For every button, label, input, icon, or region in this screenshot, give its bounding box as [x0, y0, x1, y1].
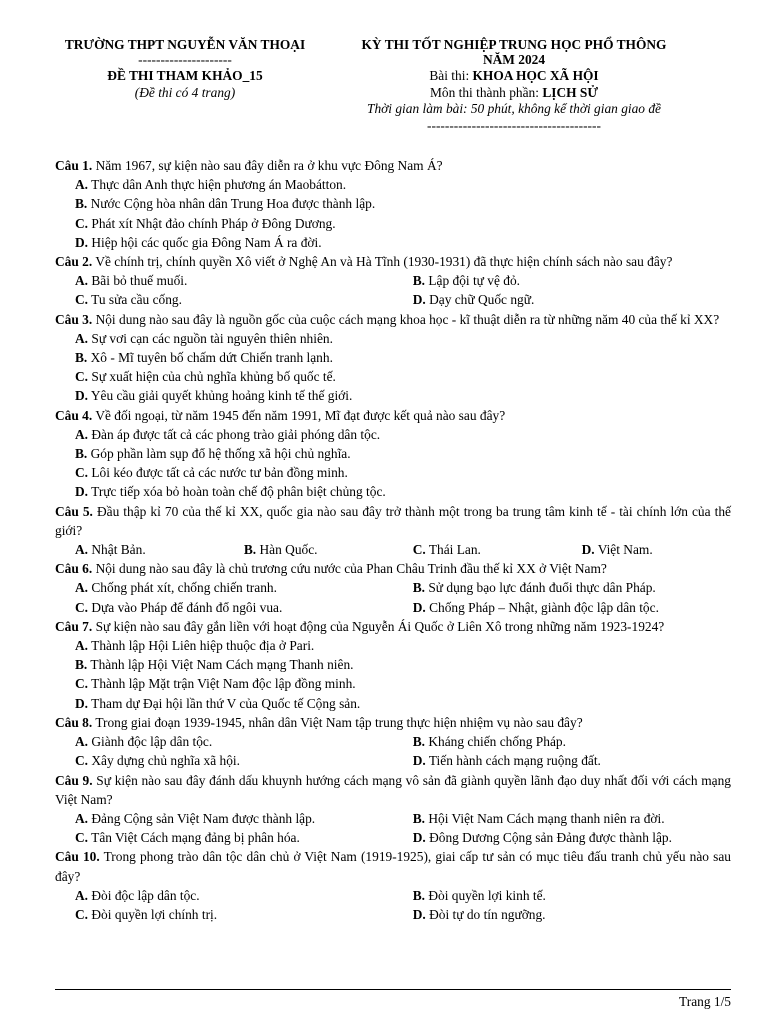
option-label: D.	[412, 292, 426, 308]
option-label: A.	[75, 542, 89, 558]
question-text: Trong giai đoạn 1939-1945, nhân dân Việt Nam tập trung thực hiện nhiệm vụ nào sau đây?	[92, 714, 583, 730]
answer-option	[413, 598, 731, 617]
option-label: B.	[412, 273, 425, 289]
answer-option	[75, 598, 413, 617]
answer-option	[413, 809, 731, 828]
option-label: B.	[412, 580, 425, 596]
option-label: A.	[75, 177, 89, 193]
option-label: D.	[412, 906, 426, 922]
option-row	[55, 482, 731, 501]
answer-option	[75, 674, 731, 693]
answer-option	[75, 444, 731, 463]
exam-year: NĂM 2024	[482, 51, 546, 67]
answer-option	[413, 905, 731, 924]
component-line	[334, 86, 694, 101]
question-stem	[55, 406, 731, 425]
question-number: Câu 2.	[55, 254, 93, 270]
page-count-note: (Đề thi có 4 trang)	[134, 84, 236, 100]
option-text: Sự vơi cạn các nguồn tài nguyên thiên nhiên.	[88, 330, 333, 346]
answer-option	[244, 540, 413, 559]
question-stem	[55, 771, 731, 809]
footer-divider	[55, 989, 731, 990]
question-stem	[55, 617, 731, 636]
option-row	[55, 386, 731, 405]
question-text: Sự kiện nào sau đây đánh dấu khuynh hướng cách mạng vô sản đã giành quyền lãnh đạo duy nhất đối với cách mạng Việt Nam?	[55, 772, 731, 807]
option-label: C.	[75, 753, 89, 769]
question-stem	[55, 252, 731, 271]
option-text: Bãi bỏ thuế muối.	[88, 273, 188, 289]
question-block	[55, 310, 731, 406]
option-label: D.	[75, 388, 89, 404]
option-text: Chống Pháp – Nhật, giành độc lập dân tộc.	[425, 599, 659, 615]
option-row	[55, 674, 731, 693]
answer-option	[75, 905, 413, 924]
question-text: Sự kiện nào sau đây gắn liền với hoạt động của Nguyễn Ái Quốc ở Liên Xô trong những năm 1923-1924?	[92, 618, 665, 634]
answer-option	[75, 175, 731, 194]
answer-option	[75, 886, 413, 905]
question-number: Câu 8.	[55, 714, 93, 730]
answer-option	[75, 655, 731, 674]
option-label: D.	[412, 753, 426, 769]
option-row	[55, 194, 731, 213]
question-text: Nội dung nào sau đây là chủ trương cứu nước của Phan Châu Trinh đầu thế kỉ XX ở Việt Nam?	[92, 561, 607, 577]
question-number: Câu 10.	[55, 849, 100, 865]
option-text: Trực tiếp xóa bỏ hoàn toàn chế độ phân biệt chủng tộc.	[88, 484, 386, 500]
question-number: Câu 4.	[55, 407, 93, 423]
option-text: Dựa vào Pháp để đánh đổ ngôi vua.	[88, 599, 283, 615]
option-label: B.	[243, 542, 257, 558]
question-number: Câu 5.	[55, 503, 93, 519]
option-text: Thành lập Mặt trận Việt Nam độc lập đồng minh.	[88, 676, 356, 692]
option-row	[55, 905, 731, 924]
option-text: Đòi quyền lợi kinh tế.	[424, 887, 546, 903]
option-row	[55, 732, 731, 751]
option-text: Chống phát xít, chống chiến tranh.	[88, 580, 277, 596]
option-text: Tân Việt Cách mạng đảng bị phân hóa.	[88, 830, 300, 846]
header-left-divider: ---------------------	[138, 51, 232, 67]
option-row	[55, 694, 731, 713]
time-note: Thời gian làm bài: 50 phút, không kể thời gian giao đề	[367, 101, 661, 116]
option-text: Đòi quyền lợi chính trị.	[88, 906, 218, 922]
option-text: Kháng chiến chống Pháp.	[424, 734, 566, 750]
option-row	[55, 751, 731, 770]
option-label: A.	[75, 734, 89, 750]
question-block	[55, 252, 731, 310]
answer-option	[75, 809, 413, 828]
answer-option	[75, 271, 413, 290]
option-label: A.	[75, 887, 89, 903]
question-stem	[55, 847, 731, 885]
answer-option	[75, 578, 413, 597]
question-block	[55, 406, 731, 502]
option-row	[55, 886, 731, 905]
question-text: Về chính trị, chính quyền Xô viết ở Nghệ An và Hà Tĩnh (1930-1931) đã thực hiện chính sách nào sau đây?	[92, 254, 673, 270]
option-label: B.	[75, 446, 88, 462]
option-label: D.	[412, 830, 426, 846]
option-text: Tiến hành cách mạng ruộng đất.	[425, 753, 601, 769]
answer-option	[75, 386, 731, 405]
option-text: Xây dựng chủ nghĩa xã hội.	[88, 753, 240, 769]
option-label: D.	[581, 542, 595, 558]
option-text: Hội Việt Nam Cách mạng thanh niên ra đời.	[424, 810, 665, 826]
option-label: A.	[75, 330, 89, 346]
option-label: A.	[75, 580, 89, 596]
question-stem	[55, 310, 731, 329]
option-text: Đảng Cộng sản Việt Nam được thành lập.	[88, 810, 316, 826]
option-row	[55, 828, 731, 847]
option-row	[55, 271, 731, 290]
answer-option	[75, 329, 731, 348]
option-text: Lôi kéo được tất cả các nước tư bản đồng minh.	[88, 465, 348, 481]
option-row	[55, 329, 731, 348]
option-text: Đàn áp được tất cả các phong trào giải phóng dân tộc.	[88, 426, 381, 442]
option-label: D.	[75, 234, 89, 250]
option-label: B.	[75, 350, 88, 366]
question-block	[55, 559, 731, 617]
answer-option	[413, 540, 582, 559]
option-row	[55, 425, 731, 444]
question-stem	[55, 559, 731, 578]
option-text: Tu sửa cầu cống.	[88, 292, 182, 308]
option-label: A.	[75, 810, 89, 826]
option-text: Sử dụng bạo lực đánh đuổi thực dân Pháp.	[424, 580, 656, 596]
option-text: Đông Dương Cộng sản Đảng được thành lập.	[425, 830, 672, 846]
header-left	[40, 38, 330, 100]
option-text: Đòi độc lập dân tộc.	[88, 887, 200, 903]
option-text: Hiệp hội các quốc gia Đông Nam Á ra đời.	[88, 234, 322, 250]
option-row	[55, 175, 731, 194]
option-row	[55, 598, 731, 617]
option-text: Thái Lan.	[425, 542, 481, 558]
option-text: Thực dân Anh thực hiện phương án Maobátton.	[88, 177, 347, 193]
option-label: C.	[75, 215, 89, 231]
option-text: Việt Nam.	[594, 542, 653, 558]
option-text: Xô - Mĩ tuyên bố chấm dứt Chiến tranh lạnh.	[87, 350, 333, 366]
answer-option	[75, 482, 731, 501]
exam-name: KỲ THI TỐT NGHIỆP TRUNG HỌC PHỔ THÔNG	[361, 37, 667, 52]
question-block	[55, 502, 731, 560]
answer-option	[75, 540, 244, 559]
question-stem	[55, 713, 731, 732]
option-label: C.	[412, 542, 426, 558]
option-label: B.	[412, 810, 425, 826]
question-stem	[55, 502, 731, 540]
option-text: Yêu cầu giải quyết khủng hoảng kinh tế thế giới.	[88, 388, 353, 404]
question-text: Trong phong trào dân tộc dân chủ ở Việt Nam (1919-1925), giai cấp tư sản có mục tiêu đấu tranh chủ yếu nào sau đây?	[55, 849, 731, 884]
question-block	[55, 156, 731, 252]
option-label: C.	[75, 465, 89, 481]
question-number: Câu 3.	[55, 311, 93, 327]
question-text: Năm 1967, sự kiện nào sau đây diễn ra ở khu vực Đông Nam Á?	[92, 158, 443, 173]
option-row	[55, 214, 731, 233]
option-row	[55, 233, 731, 252]
answer-option	[75, 828, 413, 847]
option-row	[55, 540, 731, 559]
question-list	[55, 156, 731, 924]
option-label: C.	[75, 369, 89, 385]
option-row	[55, 655, 731, 674]
option-text: Nước Cộng hòa nhân dân Trung Hoa được thành lập.	[87, 196, 376, 212]
option-text: Góp phần làm sụp đổ hệ thống xã hội chủ nghĩa.	[87, 446, 351, 462]
answer-option	[75, 214, 731, 233]
question-text: Đầu thập kỉ 70 của thế kỉ XX, quốc gia nào sau đây trở thành một trong ba trung tâm kinh tế - tài chính lớn của thế giới?	[55, 503, 731, 538]
option-row	[55, 348, 731, 367]
answer-option	[75, 367, 731, 386]
option-row	[55, 578, 731, 597]
exam-title: ĐỀ THI THAM KHẢO_15	[107, 68, 263, 83]
subject-prefix: Bài thi:	[429, 68, 473, 83]
option-row	[55, 463, 731, 482]
question-number: Câu 7.	[55, 618, 93, 634]
question-text: Về đối ngoại, từ năm 1945 đến năm 1991, Mĩ đạt được kết quả nào sau đây?	[92, 407, 506, 423]
option-label: C.	[75, 676, 89, 692]
question-stem	[55, 156, 731, 175]
answer-option	[75, 694, 731, 713]
answer-option	[413, 578, 731, 597]
answer-option	[413, 886, 731, 905]
answer-option	[75, 290, 413, 309]
answer-option	[75, 425, 731, 444]
option-text: Hàn Quốc.	[256, 542, 318, 558]
option-label: A.	[75, 638, 89, 654]
option-label: B.	[412, 887, 425, 903]
option-text: Đòi tự do tín ngưỡng.	[425, 906, 546, 922]
question-number: Câu 6.	[55, 561, 93, 577]
header-right	[334, 38, 694, 133]
option-label: C.	[75, 599, 89, 615]
component-prefix: Môn thi thành phần:	[429, 84, 543, 100]
option-text: Giành độc lập dân tộc.	[88, 734, 213, 750]
option-text: Thành lập Hội Liên hiệp thuộc địa ở Pari.	[88, 638, 315, 654]
question-block	[55, 713, 731, 771]
option-label: C.	[75, 830, 89, 846]
question-number: Câu 9.	[55, 772, 93, 788]
option-text: Lập đội tự vệ đỏ.	[424, 273, 521, 289]
option-text: Sự xuất hiện của chủ nghĩa khủng bố quốc tế.	[88, 369, 336, 385]
option-text: Thành lập Hội Việt Nam Cách mạng Thanh niên.	[87, 657, 354, 673]
option-label: C.	[75, 292, 89, 308]
question-block	[55, 771, 731, 848]
option-label: B.	[75, 196, 88, 212]
option-label: D.	[75, 484, 89, 500]
header-right-divider: ---------------------------------------	[427, 117, 601, 133]
option-label: A.	[75, 273, 89, 289]
option-row	[55, 636, 731, 655]
question-number: Câu 1.	[55, 158, 93, 173]
subject-line	[334, 69, 694, 84]
answer-option	[413, 828, 731, 847]
answer-option	[413, 271, 731, 290]
answer-option	[75, 751, 413, 770]
answer-option	[75, 233, 731, 252]
option-row	[55, 290, 731, 309]
answer-option	[413, 751, 731, 770]
answer-option	[75, 194, 731, 213]
option-text: Dạy chữ Quốc ngữ.	[425, 292, 535, 308]
subject-name: KHOA HỌC XÃ HỘI	[472, 68, 599, 83]
answer-option	[413, 290, 731, 309]
answer-option	[413, 732, 731, 751]
option-label: B.	[75, 657, 88, 673]
option-text: Phát xít Nhật đảo chính Pháp ở Đông Dương.	[88, 215, 336, 231]
answer-option	[582, 540, 731, 559]
page-number: Trang 1/5	[679, 994, 731, 1009]
answer-option	[75, 636, 731, 655]
answer-option	[75, 732, 413, 751]
question-block	[55, 847, 731, 924]
school-name: TRƯỜNG THPT NGUYỄN VĂN THOẠI	[64, 37, 306, 52]
option-label: B.	[412, 734, 425, 750]
option-row	[55, 444, 731, 463]
option-row	[55, 367, 731, 386]
question-block	[55, 617, 731, 713]
option-text: Nhật Bản.	[88, 542, 146, 558]
option-label: A.	[75, 426, 89, 442]
component-name: LỊCH SỬ	[542, 84, 598, 100]
option-label: D.	[412, 599, 426, 615]
option-row	[55, 809, 731, 828]
question-text: Nội dung nào sau đây là nguồn gốc của cuộc cách mạng khoa học - kĩ thuật diễn ra từ những năm 40 của thế kỉ XX?	[92, 311, 720, 327]
answer-option	[75, 463, 731, 482]
option-label: C.	[75, 906, 89, 922]
option-label: D.	[75, 695, 89, 711]
option-text: Tham dự Đại hội lần thứ V của Quốc tế Cộng sản.	[88, 695, 361, 711]
answer-option	[75, 348, 731, 367]
exam-header	[0, 38, 768, 148]
